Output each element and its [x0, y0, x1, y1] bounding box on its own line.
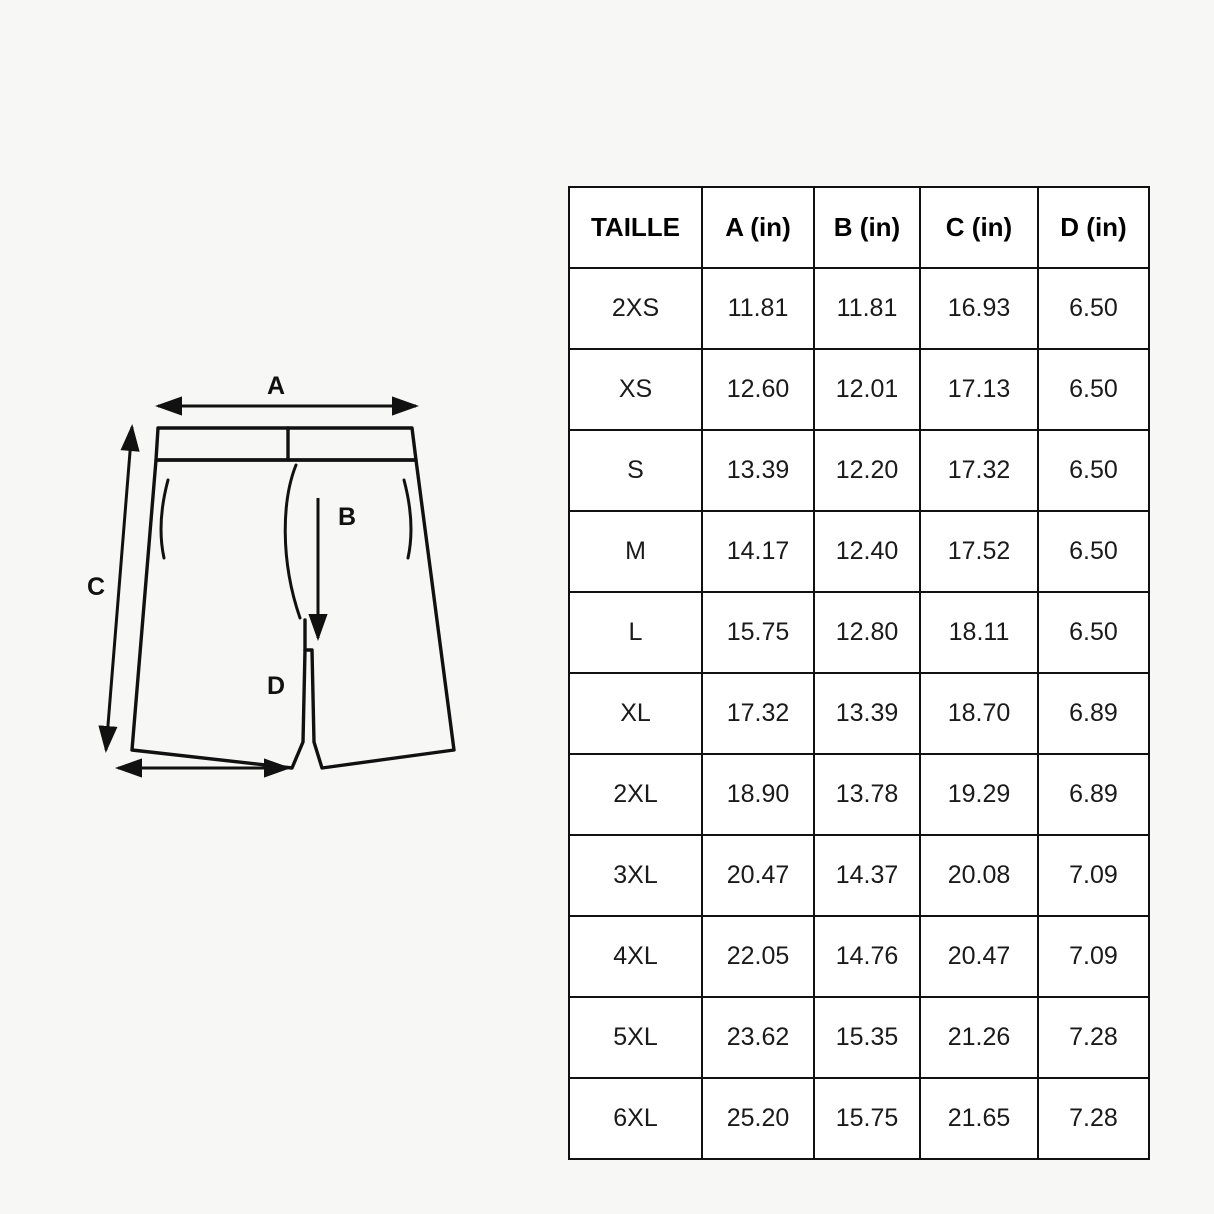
header-taille: TAILLE	[569, 187, 702, 268]
table-row	[569, 592, 1149, 673]
header-a: A (in)	[702, 187, 814, 268]
cell-d: 6.50	[1038, 268, 1149, 349]
dimension-c	[87, 427, 132, 750]
cell-d: 6.50	[1038, 592, 1149, 673]
cell-c: 16.93	[920, 268, 1038, 349]
cell-d: 6.50	[1038, 430, 1149, 511]
dimension-d-label: D	[266, 672, 286, 700]
cell-a: 12.60	[702, 349, 814, 430]
table-row	[569, 673, 1149, 754]
cell-size: 3XL	[569, 835, 702, 916]
dimension-a	[158, 372, 416, 406]
cell-c: 19.29	[920, 754, 1038, 835]
cell-b: 14.76	[814, 916, 920, 997]
cell-d: 6.50	[1038, 349, 1149, 430]
cell-c: 20.08	[920, 835, 1038, 916]
table-row	[569, 511, 1149, 592]
cell-a: 22.05	[702, 916, 814, 997]
cell-a: 20.47	[702, 835, 814, 916]
dimension-c-label: C	[86, 573, 106, 601]
cell-a: 11.81	[702, 268, 814, 349]
table-row	[569, 835, 1149, 916]
cell-b: 11.81	[814, 268, 920, 349]
cell-c: 18.70	[920, 673, 1038, 754]
cell-size: 2XS	[569, 268, 702, 349]
table-row	[569, 349, 1149, 430]
table-row	[569, 754, 1149, 835]
cell-a: 17.32	[702, 673, 814, 754]
table-row	[569, 430, 1149, 511]
header-d: D (in)	[1038, 187, 1149, 268]
size-table-container	[568, 186, 1148, 1160]
header-b: B (in)	[814, 187, 920, 268]
cell-b: 15.75	[814, 1078, 920, 1159]
table-row	[569, 916, 1149, 997]
cell-d: 7.28	[1038, 1078, 1149, 1159]
shorts-outline	[132, 428, 454, 768]
cell-a: 23.62	[702, 997, 814, 1078]
cell-size: 6XL	[569, 1078, 702, 1159]
dimension-b	[318, 498, 356, 638]
cell-d: 7.09	[1038, 916, 1149, 997]
table-row	[569, 268, 1149, 349]
table-header-row	[569, 187, 1149, 268]
cell-b: 15.35	[814, 997, 920, 1078]
cell-d: 6.50	[1038, 511, 1149, 592]
dimension-a-label: A	[266, 372, 286, 400]
cell-size: 4XL	[569, 916, 702, 997]
cell-size: 2XL	[569, 754, 702, 835]
size-table	[568, 186, 1150, 1160]
dimension-b-label: B	[337, 503, 357, 531]
cell-d: 7.09	[1038, 835, 1149, 916]
cell-c: 21.26	[920, 997, 1038, 1078]
cell-size: 5XL	[569, 997, 702, 1078]
cell-size: M	[569, 511, 702, 592]
cell-b: 12.40	[814, 511, 920, 592]
dimension-d	[118, 672, 288, 768]
cell-size: XS	[569, 349, 702, 430]
cell-a: 13.39	[702, 430, 814, 511]
cell-a: 25.20	[702, 1078, 814, 1159]
cell-size: S	[569, 430, 702, 511]
cell-a: 14.17	[702, 511, 814, 592]
cell-c: 18.11	[920, 592, 1038, 673]
cell-c: 17.32	[920, 430, 1038, 511]
table-row	[569, 1078, 1149, 1159]
cell-a: 15.75	[702, 592, 814, 673]
cell-c: 20.47	[920, 916, 1038, 997]
cell-b: 12.80	[814, 592, 920, 673]
cell-d: 7.28	[1038, 997, 1149, 1078]
cell-d: 6.89	[1038, 673, 1149, 754]
cell-b: 13.39	[814, 673, 920, 754]
header-c: C (in)	[920, 187, 1038, 268]
cell-d: 6.89	[1038, 754, 1149, 835]
cell-size: XL	[569, 673, 702, 754]
shorts-diagram	[60, 350, 520, 820]
table-row	[569, 997, 1149, 1078]
cell-c: 17.13	[920, 349, 1038, 430]
cell-a: 18.90	[702, 754, 814, 835]
cell-b: 13.78	[814, 754, 920, 835]
cell-c: 17.52	[920, 511, 1038, 592]
cell-c: 21.65	[920, 1078, 1038, 1159]
cell-size: L	[569, 592, 702, 673]
cell-b: 12.20	[814, 430, 920, 511]
cell-b: 12.01	[814, 349, 920, 430]
cell-b: 14.37	[814, 835, 920, 916]
